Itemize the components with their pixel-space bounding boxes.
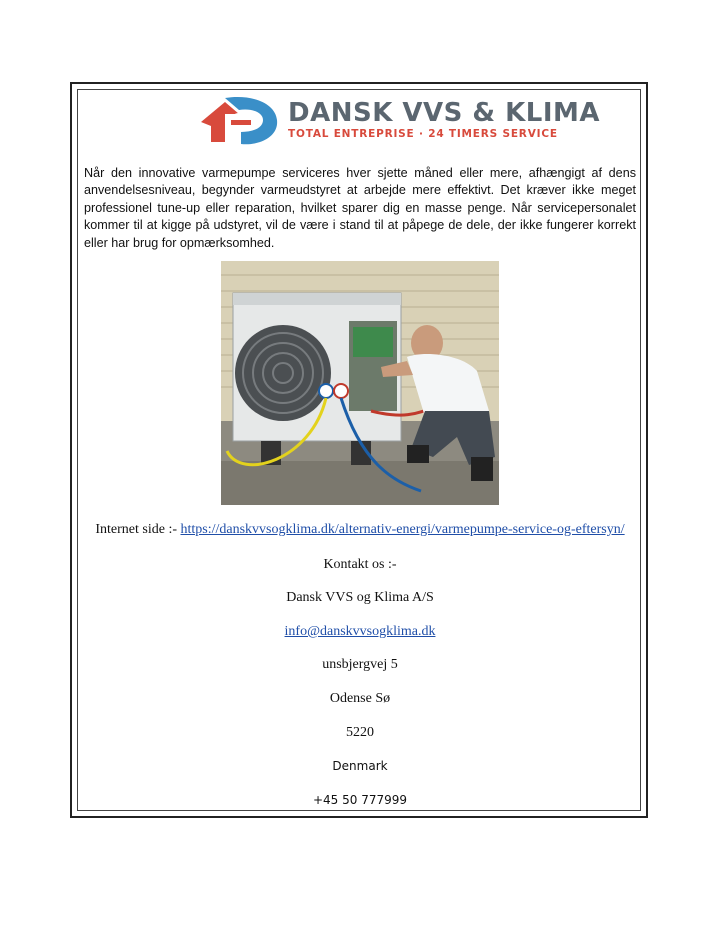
website-line [80, 522, 640, 538]
company-logo [195, 92, 601, 148]
intro-paragraph: Når den innovative varmepumpe serviceres hver sjette måned eller mere, afhængigt af dens anvendelsesniveau, begynder varmeudstyret at arbejde mere effektivt. Det kræver ikke meget professionel tune-up eller reparation, hvilket sparer dig en masse penge. Når servicepersonalet kommer til at kigge på udstyret, vil de være i stand til at påpege de dele, der ikke fungerer korrekt eller har brug for opmærksomhed. [84, 166, 636, 250]
street-address: unsbjergvej 5 [322, 657, 398, 672]
website-link[interactable]: https://danskvvsogklima.dk/alternativ-energi/varmepumpe-service-og-eftersyn/ [180, 522, 625, 537]
country: Denmark [332, 759, 388, 773]
company-name: Dansk VVS og Klima A/S [286, 590, 434, 605]
logo-mark-icon [195, 92, 281, 148]
heat-pump-technician-photo [221, 261, 499, 505]
postal-code: 5220 [346, 725, 374, 740]
email-link[interactable]: info@danskvvsogklima.dk [284, 624, 436, 639]
contact-heading: Kontakt os :- [323, 557, 397, 572]
logo-tagline: TOTAL ENTREPRISE · 24 TIMERS SERVICE [288, 128, 558, 140]
phone-number: +45 50 777999 [312, 793, 408, 807]
city: Odense Sø [329, 691, 391, 706]
website-label: Internet side :- [95, 522, 181, 537]
logo-name: DANSK VVS & KLIMA [288, 98, 601, 128]
